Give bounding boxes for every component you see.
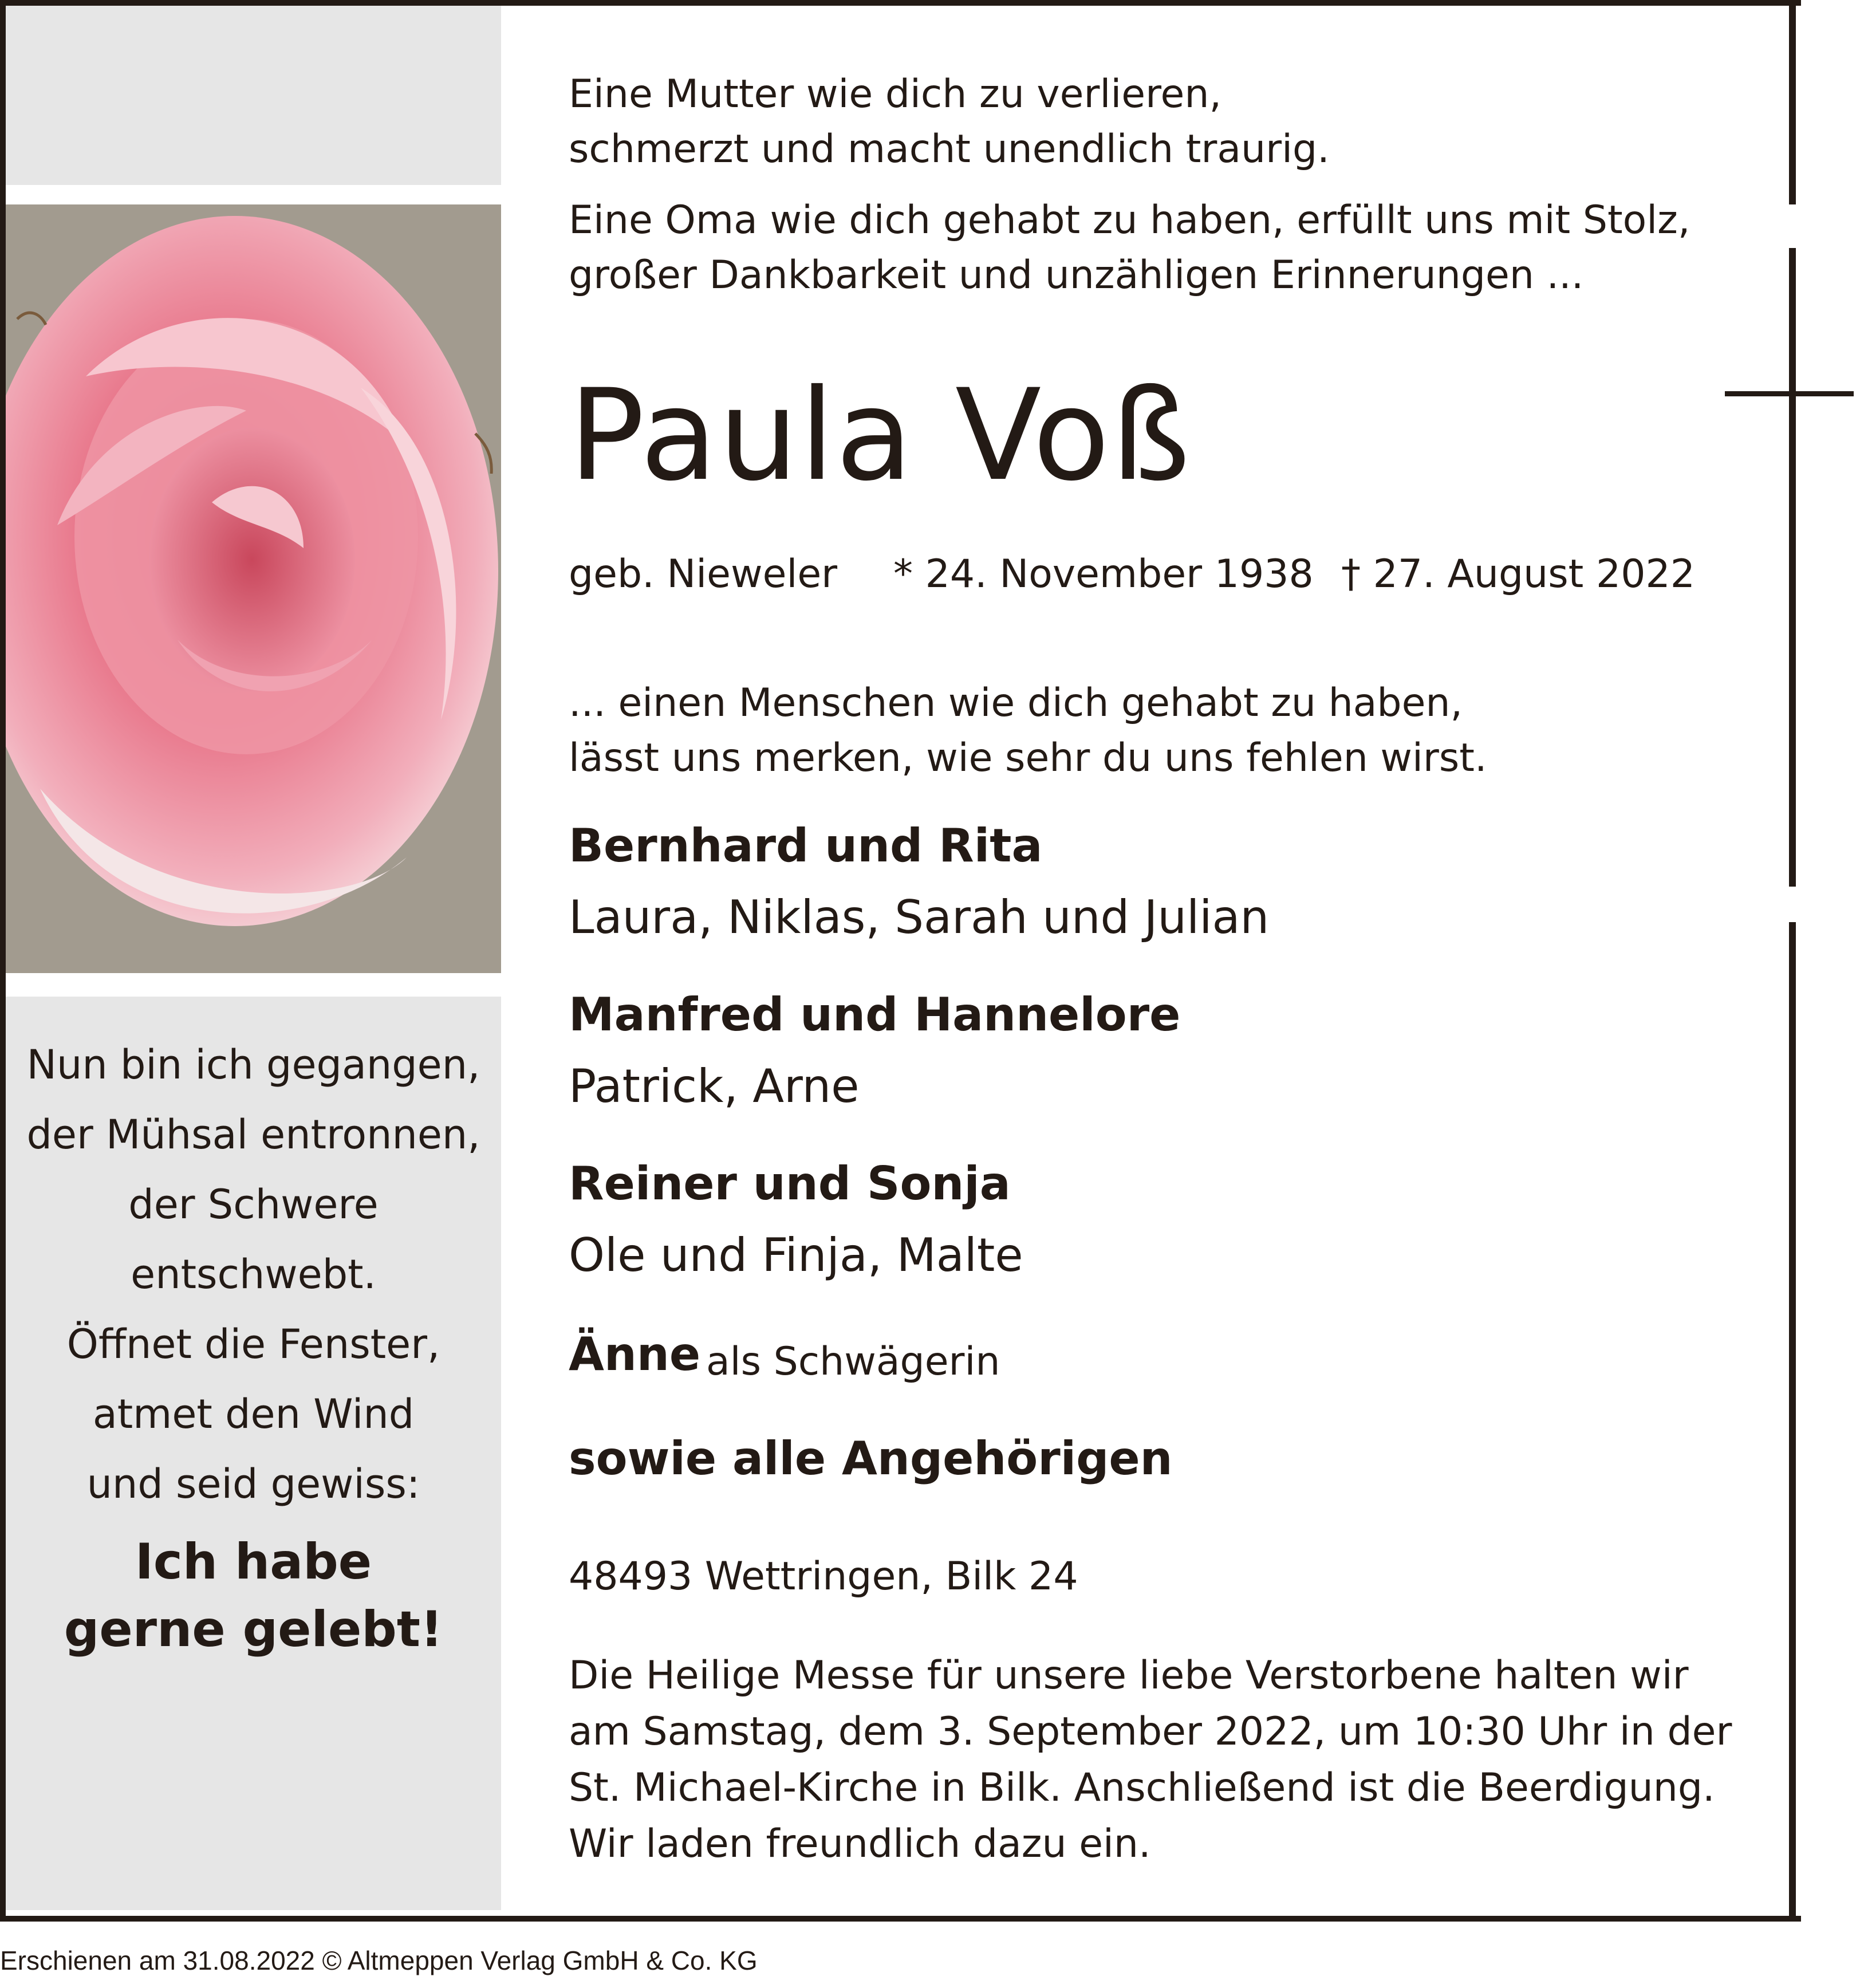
poem-line: der Mühsal entronnen, — [26, 1111, 480, 1158]
poem-closing: gerne gelebt! — [64, 1601, 443, 1658]
death-date: † 27. August 2022 — [1341, 552, 1696, 597]
deceased-name: Paula Voß — [569, 362, 1192, 509]
family-head: Bernhard und Rita — [569, 819, 1043, 872]
mass-line: Wir laden freundlich dazu ein. — [569, 1821, 1151, 1867]
poem-line: Öffnet die Fenster, — [66, 1321, 440, 1368]
family-children: Laura, Niklas, Sarah und Julian — [569, 891, 1270, 944]
intro-line: großer Dankbarkeit und unzähligen Erinnerungen ... — [569, 253, 1584, 298]
mass-line: Die Heilige Messe für unsere liebe Verstorbene halten wir — [569, 1653, 1689, 1698]
poem-line: atmet den Wind — [92, 1391, 415, 1438]
mass-line: am Samstag, dem 3. September 2022, um 10:30 Uhr in der — [569, 1709, 1732, 1754]
border-right-bottom — [1789, 922, 1796, 1916]
family-children: Patrick, Arne — [569, 1060, 860, 1113]
top-gray-panel — [6, 6, 501, 185]
intro-line: Eine Mutter wie dich zu verlieren, — [569, 72, 1222, 117]
rose-image — [6, 204, 501, 973]
poem — [6, 997, 501, 1663]
aenne-name: Änne — [569, 1328, 701, 1381]
poem-line: der Schwere entschwebt. — [128, 1181, 379, 1298]
poem-closing: Ich habe — [135, 1533, 372, 1591]
birth-date: * 24. November 1938 — [893, 552, 1314, 597]
aenne-role: als Schwägerin — [706, 1339, 1000, 1384]
quote-line: ... einen Menschen wie dich gehabt zu haben, — [569, 680, 1463, 726]
intro-line: Eine Oma wie dich gehabt zu haben, erfüllt uns mit Stolz, — [569, 198, 1690, 243]
intro-line: schmerzt und macht unendlich traurig. — [569, 127, 1330, 172]
border-right-middle — [1789, 248, 1796, 887]
border-right-top — [1789, 0, 1796, 204]
poem-line: und seid gewiss: — [86, 1461, 420, 1507]
family-head: Reiner und Sonja — [569, 1157, 1011, 1210]
mass-line: St. Michael-Kirche in Bilk. Anschließend ist die Beerdigung. — [569, 1765, 1715, 1810]
cross-symbol — [1725, 391, 1854, 396]
rose-photo — [6, 204, 501, 973]
footer-credit: Erschienen am 31.08.2022 © Altmeppen Verlag GmbH & Co. KG — [0, 1946, 758, 1975]
quote-line: lässt uns merken, wie sehr du uns fehlen wirst. — [569, 735, 1487, 781]
address: 48493 Wettringen, Bilk 24 — [569, 1554, 1078, 1599]
poem-line: Nun bin ich gegangen, — [26, 1041, 480, 1088]
family-head: Manfred und Hannelore — [569, 988, 1181, 1041]
family-children: Ole und Finja, Malte — [569, 1229, 1023, 1282]
relatives: sowie alle Angehörigen — [569, 1432, 1173, 1485]
maiden-name: geb. Nieweler — [569, 552, 838, 597]
